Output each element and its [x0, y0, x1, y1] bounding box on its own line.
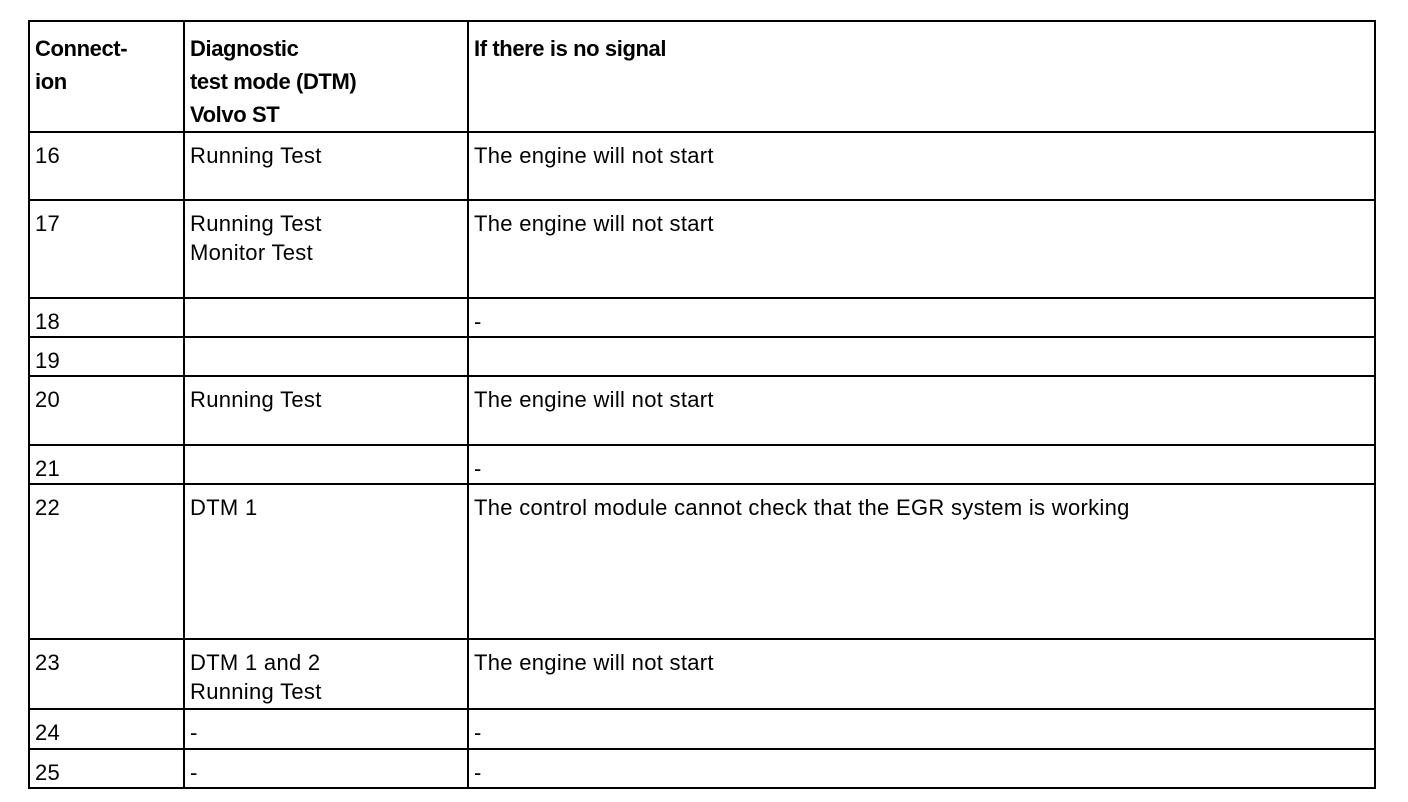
cell-no-signal: -	[468, 298, 1375, 337]
cell-dtm: Running Test	[184, 376, 468, 445]
table-row	[29, 749, 1375, 788]
cell-dtm	[184, 337, 468, 376]
cell-dtm: Running Test	[184, 132, 468, 200]
table-row	[29, 484, 1375, 639]
cell-connection: 16	[29, 132, 184, 200]
cell-dtm: -	[184, 709, 468, 749]
header-no-signal: If there is no signal	[468, 21, 1375, 132]
table-row	[29, 337, 1375, 376]
table-row	[29, 709, 1375, 749]
cell-connection: 19	[29, 337, 184, 376]
table-row	[29, 298, 1375, 337]
cell-connection: 20	[29, 376, 184, 445]
cell-dtm: -	[184, 749, 468, 788]
cell-no-signal: -	[468, 749, 1375, 788]
cell-connection: 21	[29, 445, 184, 484]
cell-no-signal: The engine will not start	[468, 132, 1375, 200]
cell-connection: 23	[29, 639, 184, 709]
cell-dtm: DTM 1 and 2 Running Test	[184, 639, 468, 709]
cell-no-signal: -	[468, 445, 1375, 484]
table-row	[29, 200, 1375, 298]
cell-no-signal: The engine will not start	[468, 200, 1375, 298]
cell-dtm	[184, 445, 468, 484]
cell-no-signal: -	[468, 709, 1375, 749]
header-dtm: Diagnostic test mode (DTM) Volvo ST	[184, 21, 468, 132]
cell-no-signal	[468, 337, 1375, 376]
cell-connection: 22	[29, 484, 184, 639]
cell-connection: 25	[29, 749, 184, 788]
header-row	[29, 21, 1375, 132]
cell-connection: 24	[29, 709, 184, 749]
header-connection: Connect- ion	[29, 21, 184, 132]
cell-dtm	[184, 298, 468, 337]
cell-dtm: DTM 1	[184, 484, 468, 639]
cell-no-signal: The control module cannot check that the EGR system is working	[468, 484, 1375, 639]
cell-no-signal: The engine will not start	[468, 639, 1375, 709]
table-row	[29, 639, 1375, 709]
table-row	[29, 445, 1375, 484]
cell-dtm: Running Test Monitor Test	[184, 200, 468, 298]
cell-connection: 17	[29, 200, 184, 298]
table-row	[29, 376, 1375, 445]
cell-no-signal: The engine will not start	[468, 376, 1375, 445]
table-row	[29, 132, 1375, 200]
connection-signal-table	[28, 20, 1376, 789]
cell-connection: 18	[29, 298, 184, 337]
